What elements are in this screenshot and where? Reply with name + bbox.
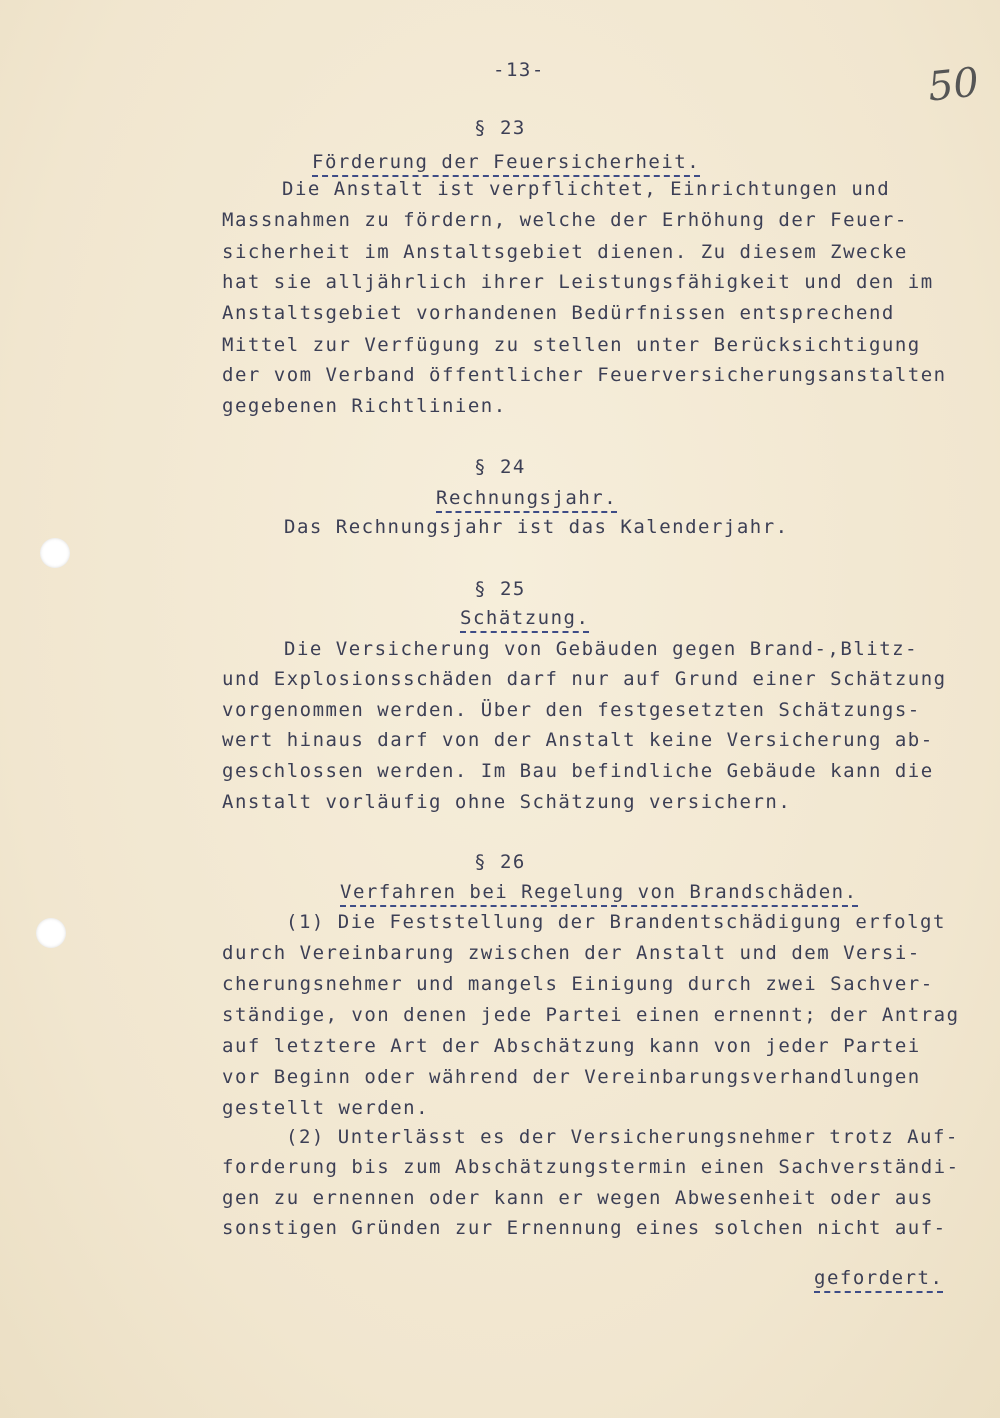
section-title: Schätzung.: [460, 606, 589, 630]
paragraph-line: (1) Die Feststellung der Brandentschädigung erfolgt: [286, 911, 946, 933]
paragraph-line: gestellt werden.: [222, 1097, 430, 1119]
paragraph-line: (2) Unterlässt es der Versicherungsnehmer trotz Auf-: [286, 1126, 959, 1148]
paragraph-line: forderung bis zum Abschätzungstermin einen Sachverständi-: [222, 1156, 960, 1178]
section-title: Verfahren bei Regelung von Brandschäden.: [340, 880, 858, 904]
paragraph-line: Anstaltsgebiet vorhandenen Bedürfnissen entsprechend: [222, 302, 895, 324]
punch-hole-bottom: [36, 918, 66, 948]
paragraph-line: wert hinaus darf von der Anstalt keine Versicherung ab-: [222, 729, 934, 751]
paragraph-line: sonstigen Gründen zur Ernennung eines solchen nicht auf-: [222, 1217, 947, 1239]
paragraph-line: cherungsnehmer und mangels Einigung durch zwei Sachver-: [222, 973, 934, 995]
paragraph-line: vorgenommen werden. Über den festgesetzten Schätzungs-: [222, 699, 921, 721]
page-number: -13-: [493, 59, 545, 81]
paragraph-line: ständige, von denen jede Partei einen ernennt; der Antrag: [222, 1004, 960, 1026]
margin-note: 50: [925, 59, 982, 111]
section-title: Rechnungsjahr.: [436, 486, 617, 510]
paragraph-line: und Explosionsschäden darf nur auf Grund einer Schätzung: [222, 668, 947, 690]
paragraph-line: Die Versicherung von Gebäuden gegen Brand-,Blitz-: [284, 638, 919, 660]
paragraph-line: vor Beginn oder während der Vereinbarungsverhandlungen: [222, 1066, 921, 1088]
punch-hole-top: [40, 538, 70, 568]
section-title: Förderung der Feuersicherheit.: [312, 150, 700, 174]
paragraph-line: Die Anstalt ist verpflichtet, Einrichtungen und: [282, 178, 891, 200]
section-symbol: § 24: [474, 456, 526, 478]
paragraph-line: durch Vereinbarung zwischen der Anstalt und dem Versi-: [222, 942, 921, 964]
paragraph-line: sicherheit im Anstaltsgebiet dienen. Zu diesem Zwecke: [222, 241, 908, 263]
paragraph-line: gegebenen Richtlinien.: [222, 395, 507, 417]
section-symbol: § 26: [474, 851, 526, 873]
paragraph-line: hat sie alljährlich ihrer Leistungsfähigkeit und den im: [222, 271, 934, 293]
paragraph-line: auf letztere Art der Abschätzung kann von jeder Partei: [222, 1035, 921, 1057]
paragraph-line: geschlossen werden. Im Bau befindliche Gebäude kann die: [222, 760, 934, 782]
section-symbol: § 23: [474, 117, 526, 139]
paragraph-line: gen zu ernennen oder kann er wegen Abwesenheit oder aus: [222, 1187, 934, 1209]
catchword: gefordert.: [814, 1266, 943, 1290]
paragraph-line: der vom Verband öffentlicher Feuerversicherungsanstalten: [222, 364, 947, 386]
paragraph-line: Das Rechnungsjahr ist das Kalenderjahr.: [284, 516, 789, 538]
paragraph-line: Massnahmen zu fördern, welche der Erhöhung der Feuer-: [222, 209, 908, 231]
paragraph-line: Anstalt vorläufig ohne Schätzung versichern.: [222, 791, 792, 813]
section-symbol: § 25: [474, 578, 526, 600]
paragraph-line: Mittel zur Verfügung zu stellen unter Berücksichtigung: [222, 334, 921, 356]
